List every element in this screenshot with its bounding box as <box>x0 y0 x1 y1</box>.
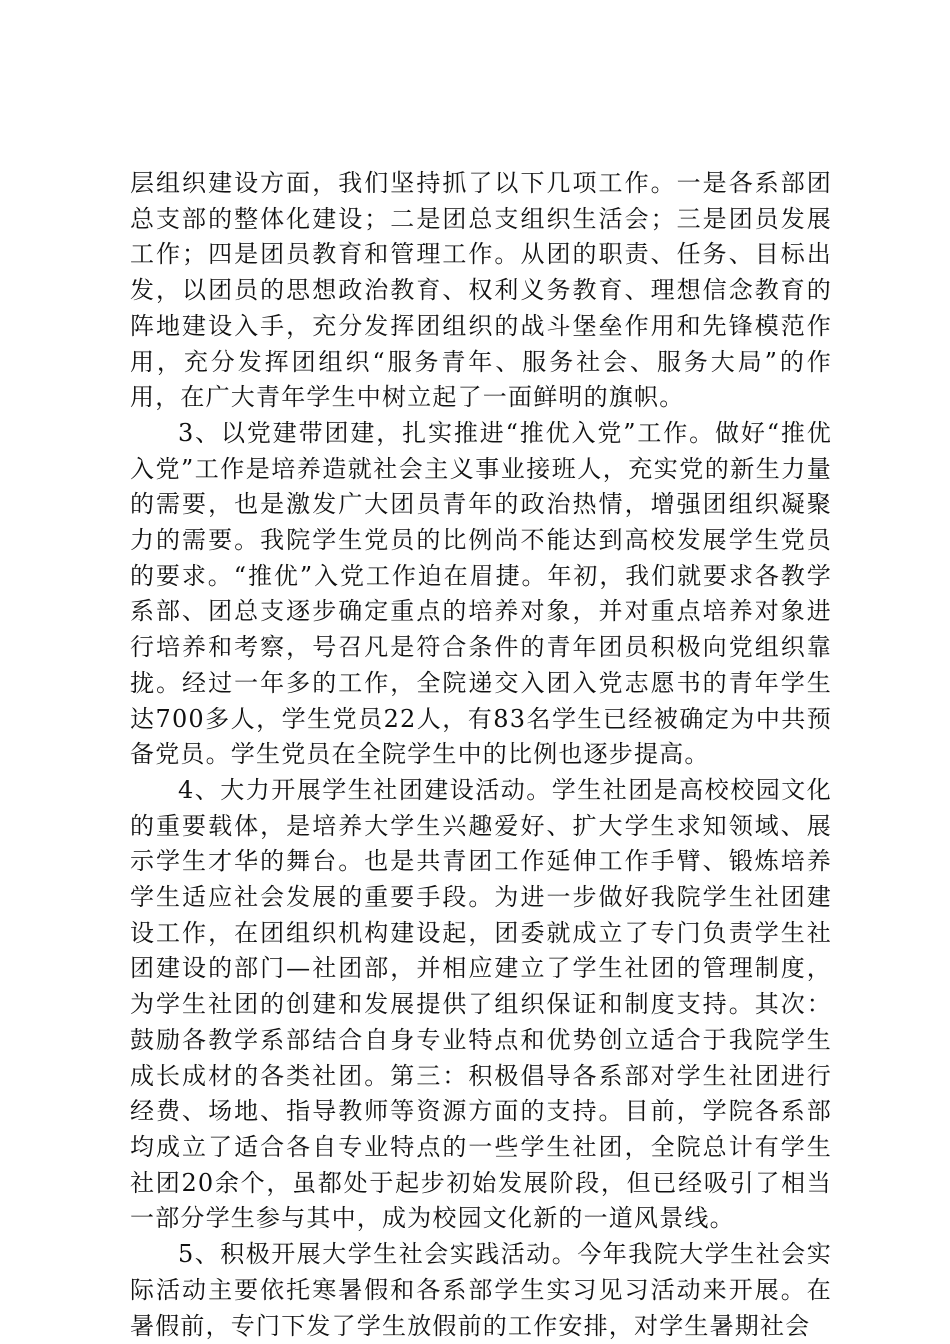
paragraph-item-4: 4、大力开展学生社团建设活动。学生社团是高校校园文化的重要载体，是培养大学生兴趣爱好、扩大学生求知领域、展示学生才华的舞台。也是共青团工作延伸工作手臂、锻炼培养学生适应社会发展的重要手段。为进一步做好我院学生社团建设工作，在团组织机构建设起，团委就成立了专门负责学生社团建设的部门—社团部，并相应建立了学生社团的管理制度，为学生社团的创建和发展提供了组织保证和制度支持。其次：鼓励各教学系部结合自身专业特点和优势创立适合于我院学生成长成材的各类社团。第三：积极倡导各系部对学生社团进行经费、场地、指导教师等资源方面的支持。目前，学院各系部均成立了适合各自专业特点的一些学生社团，全院总计有学生社团20余个，虽都处于起步初始发展阶段，但已经吸引了相当一部分学生参与其中，成为校园文化新的一道风景线。 <box>130 775 832 1233</box>
paragraph-item-3: 3、以党建带团建，扎实推进“推优入党”工作。做好“推优入党”工作是培养造就社会主义事业接班人，充实党的新生力量的需要，也是激发广大团员青年的政治热情，增强团组织凝聚力的需要。我院学生党员的比例尚不能达到高校发展学生党员的要求。“推优”入党工作迫在眉捷。年初，我们就要求各教学系部、团总支逐步确定重点的培养对象，并对重点培养对象进行培养和考察，号召凡是符合条件的青年团员积极向党组织靠拢。经过一年多的工作，全院递交入团入党志愿书的青年学生达700多人，学生党员22人，有83名学生已经被确定为中共预备党员。学生党员在全院学生中的比例也逐步提高。 <box>130 418 832 769</box>
document-body <box>130 166 832 1344</box>
paragraph-item-5: 5、积极开展大学生社会实践活动。今年我院大学生社会实际活动主要依托寒暑假和各系部学生实习见习活动来开展。在暑假前，专门下发了学生放假前的工作安排，对学生暑期社会 <box>130 1240 832 1340</box>
paragraph-continuation: 层组织建设方面，我们坚持抓了以下几项工作。一是各系部团总支部的整体化建设；二是团总支组织生活会；三是团员发展工作；四是团员教育和管理工作。从团的职责、任务、目标出发，以团员的思想政治教育、权利义务教育、理想信念教育的阵地建设入手，充分发挥团组织的战斗堡垒作用和先锋模范作用，充分发挥团组织“服务青年、服务社会、服务大局”的作用，在广大青年学生中树立起了一面鲜明的旗帜。 <box>130 169 832 412</box>
